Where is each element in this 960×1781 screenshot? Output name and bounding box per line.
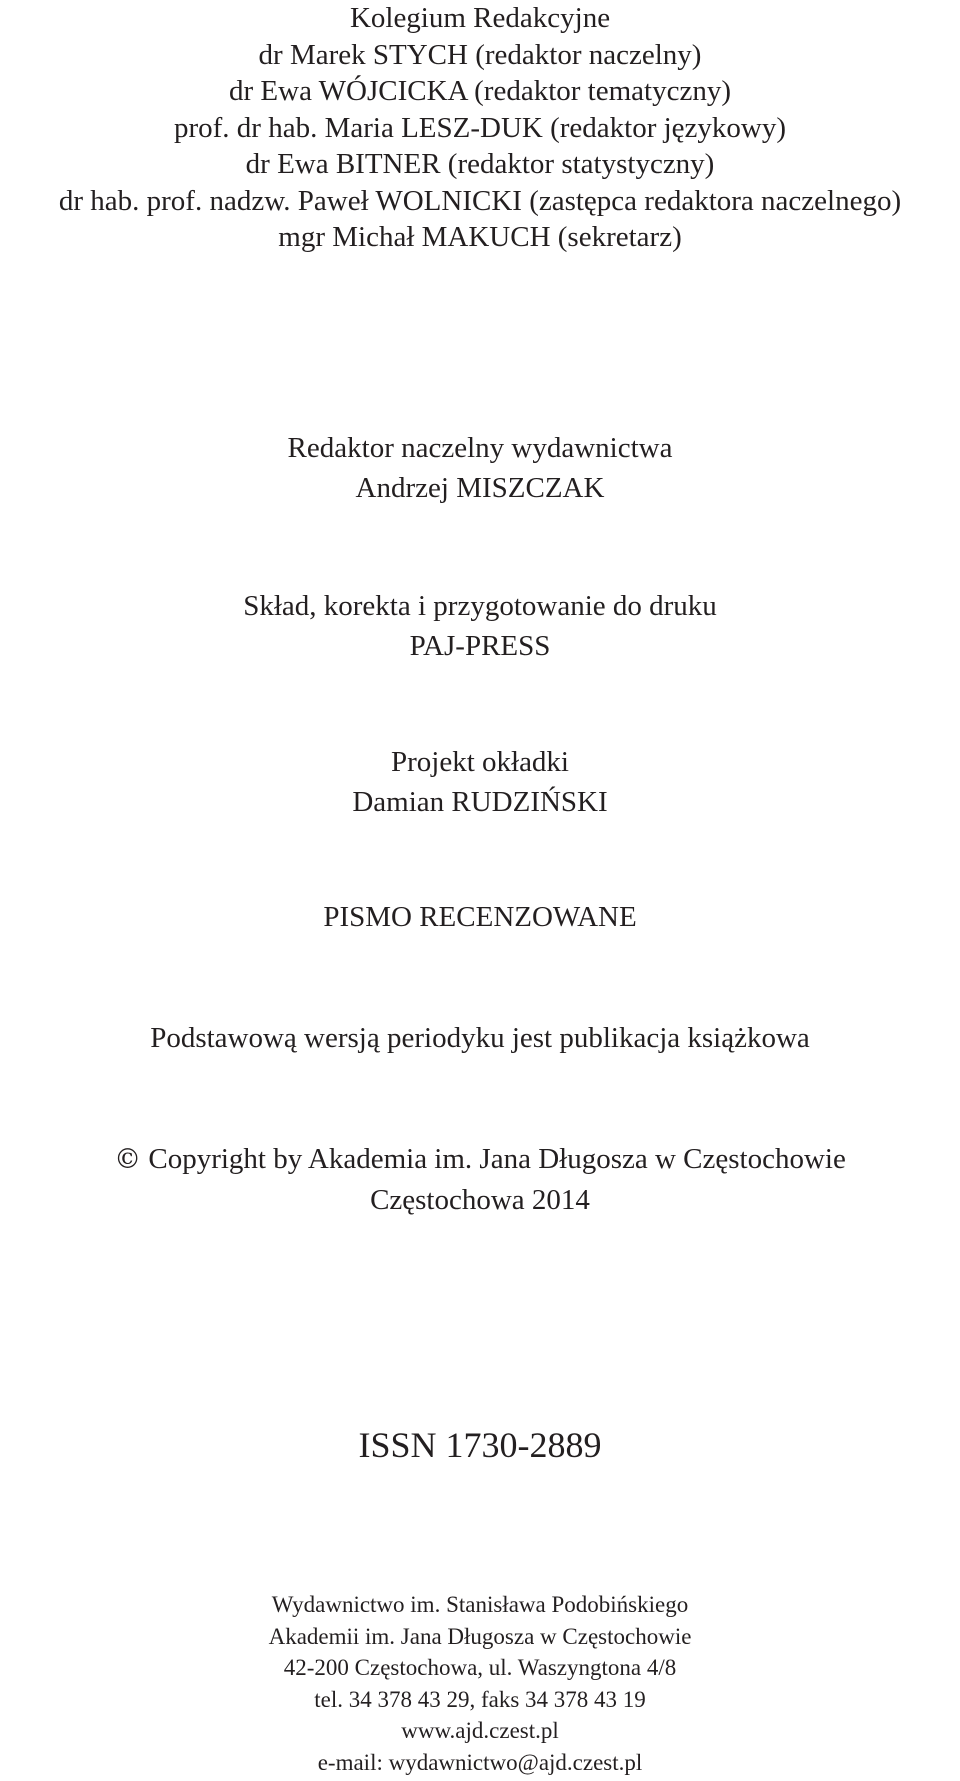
cover-design-credit (0, 742, 960, 822)
peer-reviewed-notice (0, 897, 960, 937)
issn-number: ISSN 1730-2889 (358, 1425, 602, 1465)
publisher-chief-editor-label: Redaktor naczelny wydawnictwa (287, 432, 673, 464)
publisher-phone-fax: tel. 34 378 43 29, faks 34 378 43 19 (314, 1686, 646, 1712)
board-member-deputy-editor: dr hab. prof. nadzw. Paweł WOLNICKI (zastępca redaktora naczelnego) (58, 184, 902, 217)
publisher-email: e-mail: wydawnictwo@ajd.czest.pl (317, 1749, 643, 1775)
publisher-chief-editor (0, 428, 960, 508)
typesetting-label: Skład, korekta i przygotowanie do druku (243, 590, 717, 622)
board-member-editor-in-chief: dr Marek STYCH (redaktor naczelny) (258, 38, 702, 71)
copyright-line (0, 1139, 960, 1180)
issn-block (0, 1423, 960, 1467)
copyright-place-year: Częstochowa 2014 (370, 1184, 590, 1216)
publisher-address: 42-200 Częstochowa, ul. Waszyngtona 4/8 (283, 1655, 677, 1680)
editorial-board-heading: Kolegium Redakcyjne (349, 2, 611, 34)
board-member-statistical-editor: dr Ewa BITNER (redaktor statystyczny) (245, 148, 715, 180)
board-member-secretary: mgr Michał MAKUCH (sekretarz) (278, 221, 682, 253)
board-member-thematic-editor: dr Ewa WÓJCICKA (redaktor tematyczny) (229, 75, 731, 107)
peer-reviewed-text: PISMO RECENZOWANE (323, 901, 637, 933)
copyright-notice (0, 1139, 960, 1220)
typesetting-name: PAJ-PRESS (409, 630, 551, 662)
cover-design-label: Projekt okładki (390, 746, 569, 778)
typesetting-credit (0, 586, 960, 666)
publisher-chief-editor-name: Andrzej MISZCZAK (355, 472, 605, 504)
editorial-board (0, 0, 960, 256)
basic-version-notice (0, 1018, 960, 1058)
publisher-name: Wydawnictwo im. Stanisława Podobińskiego (271, 1592, 689, 1617)
basic-version-text: Podstawową wersją periodyku jest publikacja książkowa (150, 1022, 810, 1054)
publisher-academy: Akademii im. Jana Długosza w Częstochowie (268, 1623, 692, 1649)
publisher-website: www.ajd.czest.pl (401, 1718, 559, 1743)
publisher-info (0, 1589, 960, 1778)
cover-design-name: Damian RUDZIŃSKI (352, 786, 608, 818)
board-member-language-editor: prof. dr hab. Maria LESZ-DUK (redaktor językowy) (173, 111, 787, 144)
copyright-text: Copyright by Akademia im. Jana Długosza w Częstochowie (148, 1143, 846, 1175)
copyright-icon: © (114, 1144, 142, 1175)
